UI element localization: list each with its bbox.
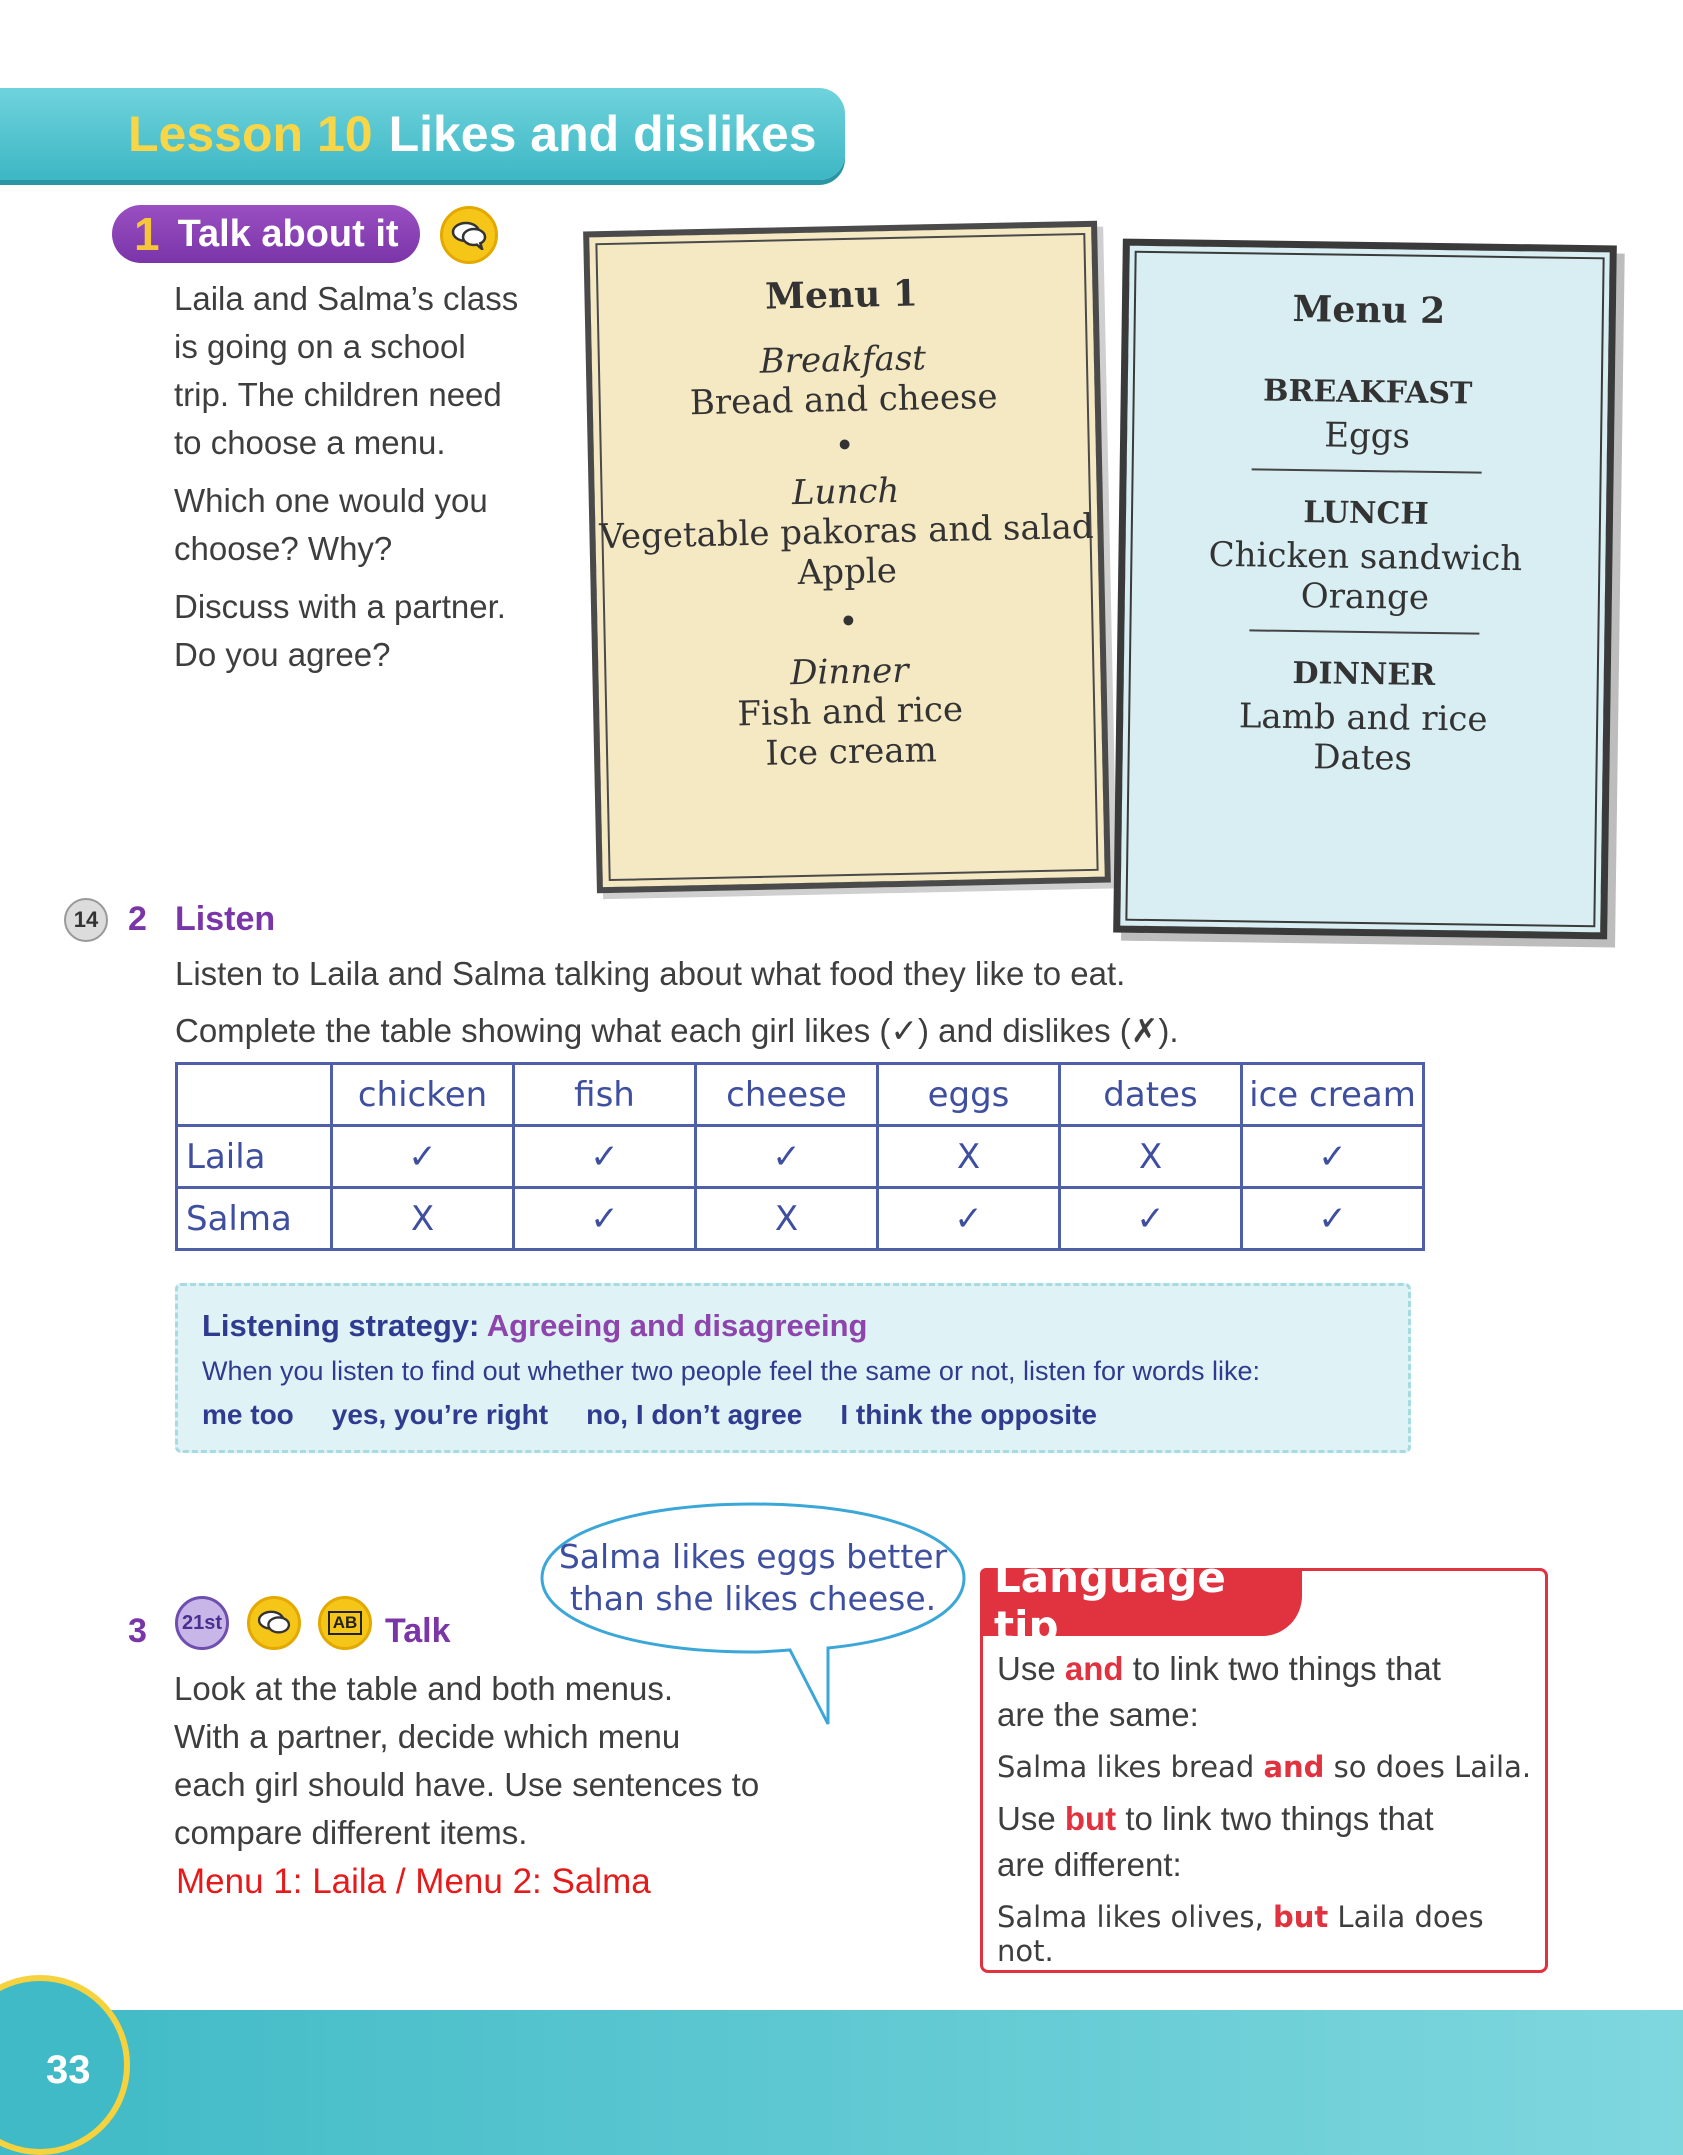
section2-number: 2 (128, 900, 147, 938)
section3-text (174, 1665, 874, 1857)
section2-instruction-1: Listen to Laila and Salma talking about what food they like to eat. (175, 955, 1126, 992)
table-header-cell: cheese (696, 1064, 878, 1126)
divider (1252, 468, 1482, 473)
mark-cell: ✓ (514, 1188, 696, 1250)
menu1-title: Menu 1 (764, 272, 919, 318)
page-number: 33 (46, 2048, 91, 2092)
tip-text: Salma likes olives, (997, 1900, 1273, 1934)
menu1-breakfast-label: Breakfast (759, 338, 927, 382)
strategy-phrase: no, I don’t agree (586, 1399, 803, 1430)
menu1-card (583, 221, 1111, 894)
lesson-banner (0, 88, 845, 180)
row-label: Salma (177, 1188, 332, 1250)
mark-cell: ✓ (1060, 1188, 1242, 1250)
strategy-subtitle: Agreeing and disagreeing (486, 1308, 868, 1343)
menu2-item: Eggs (1323, 415, 1411, 457)
text-line: trip. The children need (174, 376, 502, 413)
menu2-item: Lamb and rice (1238, 696, 1488, 740)
language-tip-title: Language tip (980, 1568, 1302, 1636)
menu1-item: Apple (797, 550, 898, 594)
table-header-cell: fish (514, 1064, 696, 1126)
menu2-card (1113, 239, 1617, 940)
tip-text: Laila does not. (997, 1900, 1484, 1968)
menu1-bullet: • (837, 601, 859, 643)
tip-text: Use (997, 1650, 1065, 1687)
menu1-bullet: • (834, 425, 856, 467)
menu2-title: Menu 2 (1292, 287, 1446, 333)
tip-line: are the same: (997, 1696, 1199, 1733)
tip-line: are different: (997, 1846, 1182, 1883)
menu1-item: Bread and cheese (689, 376, 998, 424)
tip-text: Use (997, 1800, 1065, 1837)
tip-keyword: and (1064, 1650, 1124, 1687)
text-line: compare different items. (174, 1814, 528, 1851)
menu1-lunch-label: Lunch (791, 470, 900, 514)
section2-title: Listen (175, 900, 276, 938)
tip-keyword: and (1263, 1750, 1325, 1784)
strategy-phrase: me too (202, 1399, 294, 1430)
21st-badge-text: 21st (181, 1611, 223, 1634)
audio-track-badge: 14 (64, 898, 108, 942)
menu2-breakfast-label: BREAKFAST (1262, 373, 1473, 412)
listening-strategy-box (175, 1283, 1411, 1453)
row-label: Laila (177, 1126, 332, 1188)
text-line: is going on a school (174, 328, 466, 365)
chat-icon (247, 1596, 301, 1650)
table-row (177, 1126, 1424, 1188)
section3-number: 3 (128, 1612, 147, 1650)
tip-example (997, 1750, 1537, 1784)
tip-text: so does Laila. (1324, 1750, 1532, 1784)
table-header-cell: ice cream (1242, 1064, 1424, 1126)
menu1-item: Fish and rice (737, 689, 964, 735)
table-header-row (177, 1064, 1424, 1126)
table-header-cell: eggs (878, 1064, 1060, 1126)
tip-text: to link two things that (1123, 1650, 1441, 1687)
mark-cell: ✓ (1242, 1126, 1424, 1188)
strategy-phrases (202, 1399, 1408, 1431)
tip-line (997, 1800, 1537, 1838)
text-line: Do you agree? (174, 636, 391, 673)
mark-cell: ✓ (332, 1126, 514, 1188)
text-line: With a partner, decide which menu (174, 1718, 681, 1755)
text-line: each girl should have. Use sentences to (174, 1766, 760, 1803)
text-line: Which one would you (174, 482, 488, 519)
menu2-item: Orange (1300, 576, 1430, 618)
section1-text (174, 275, 594, 679)
table-header-cell: dates (1060, 1064, 1242, 1126)
21st-century-badge (175, 1596, 229, 1650)
mark-cell: ✓ (514, 1126, 696, 1188)
bubble-line: Salma likes eggs better (558, 1537, 948, 1576)
divider (1249, 629, 1479, 634)
mark-cell: ✓ (696, 1126, 878, 1188)
menu2-item: Dates (1312, 737, 1413, 779)
mark-cell: X (1060, 1126, 1242, 1188)
text-line: to choose a menu. (174, 424, 446, 461)
section1-number: 1 (134, 208, 160, 260)
tip-keyword: but (1272, 1900, 1329, 1934)
mark-cell: ✓ (878, 1188, 1060, 1250)
tip-keyword: but (1064, 1800, 1117, 1837)
mark-cell: X (878, 1126, 1060, 1188)
menu2-lunch-label: LUNCH (1303, 495, 1429, 532)
text-line: Look at the table and both menus. (174, 1670, 674, 1707)
table-row (177, 1188, 1424, 1250)
section1-title: Talk about it (177, 212, 399, 255)
strategy-label: Listening strategy: (202, 1308, 480, 1343)
ab-icon-text: AB (328, 1611, 363, 1635)
answer-text: Menu 1: Laila / Menu 2: Salma (176, 1862, 651, 1901)
lesson-number: Lesson 10 (128, 106, 373, 162)
speech-bubble-text (548, 1536, 958, 1620)
menu1-item: Ice cream (765, 730, 938, 774)
page-footer (0, 2010, 1683, 2155)
table-header-cell (177, 1064, 332, 1126)
bubble-line: than she likes cheese. (569, 1579, 937, 1618)
table-header-cell: chicken (332, 1064, 514, 1126)
chat-icon (440, 206, 498, 264)
lesson-title: Likes and dislikes (388, 106, 817, 162)
strategy-body: When you listen to find out whether two people feel the same or not, listen for words like: (202, 1356, 1261, 1386)
text-line: Laila and Salma’s class (174, 280, 519, 317)
menu2-item: Chicken sandwich (1208, 534, 1523, 580)
activity-book-icon (318, 1596, 372, 1650)
mark-cell: X (696, 1188, 878, 1250)
menu1-dinner-label: Dinner (789, 650, 909, 694)
strategy-phrase: I think the opposite (840, 1399, 1097, 1430)
tip-example (997, 1900, 1537, 1968)
section3-title: Talk (385, 1612, 451, 1650)
menu2-dinner-label: DINNER (1292, 655, 1436, 693)
tip-text: to link two things that (1116, 1800, 1434, 1837)
language-tip-content (997, 1650, 1537, 1968)
likes-table (175, 1062, 1425, 1251)
tip-line (997, 1650, 1537, 1688)
text-line: choose? Why? (174, 530, 393, 567)
mark-cell: ✓ (1242, 1188, 1424, 1250)
strategy-heading (202, 1308, 1408, 1344)
text-line: Discuss with a partner. (174, 588, 506, 625)
strategy-phrase: yes, you’re right (331, 1399, 549, 1430)
menu1-item: Vegetable pakoras and salad (599, 506, 1094, 558)
section2-instruction-2: Complete the table showing what each girl likes (✓) and dislikes (✗). (175, 1012, 1179, 1049)
tip-text: Salma likes bread (997, 1750, 1264, 1784)
section1-heading (112, 205, 420, 263)
mark-cell: X (332, 1188, 514, 1250)
